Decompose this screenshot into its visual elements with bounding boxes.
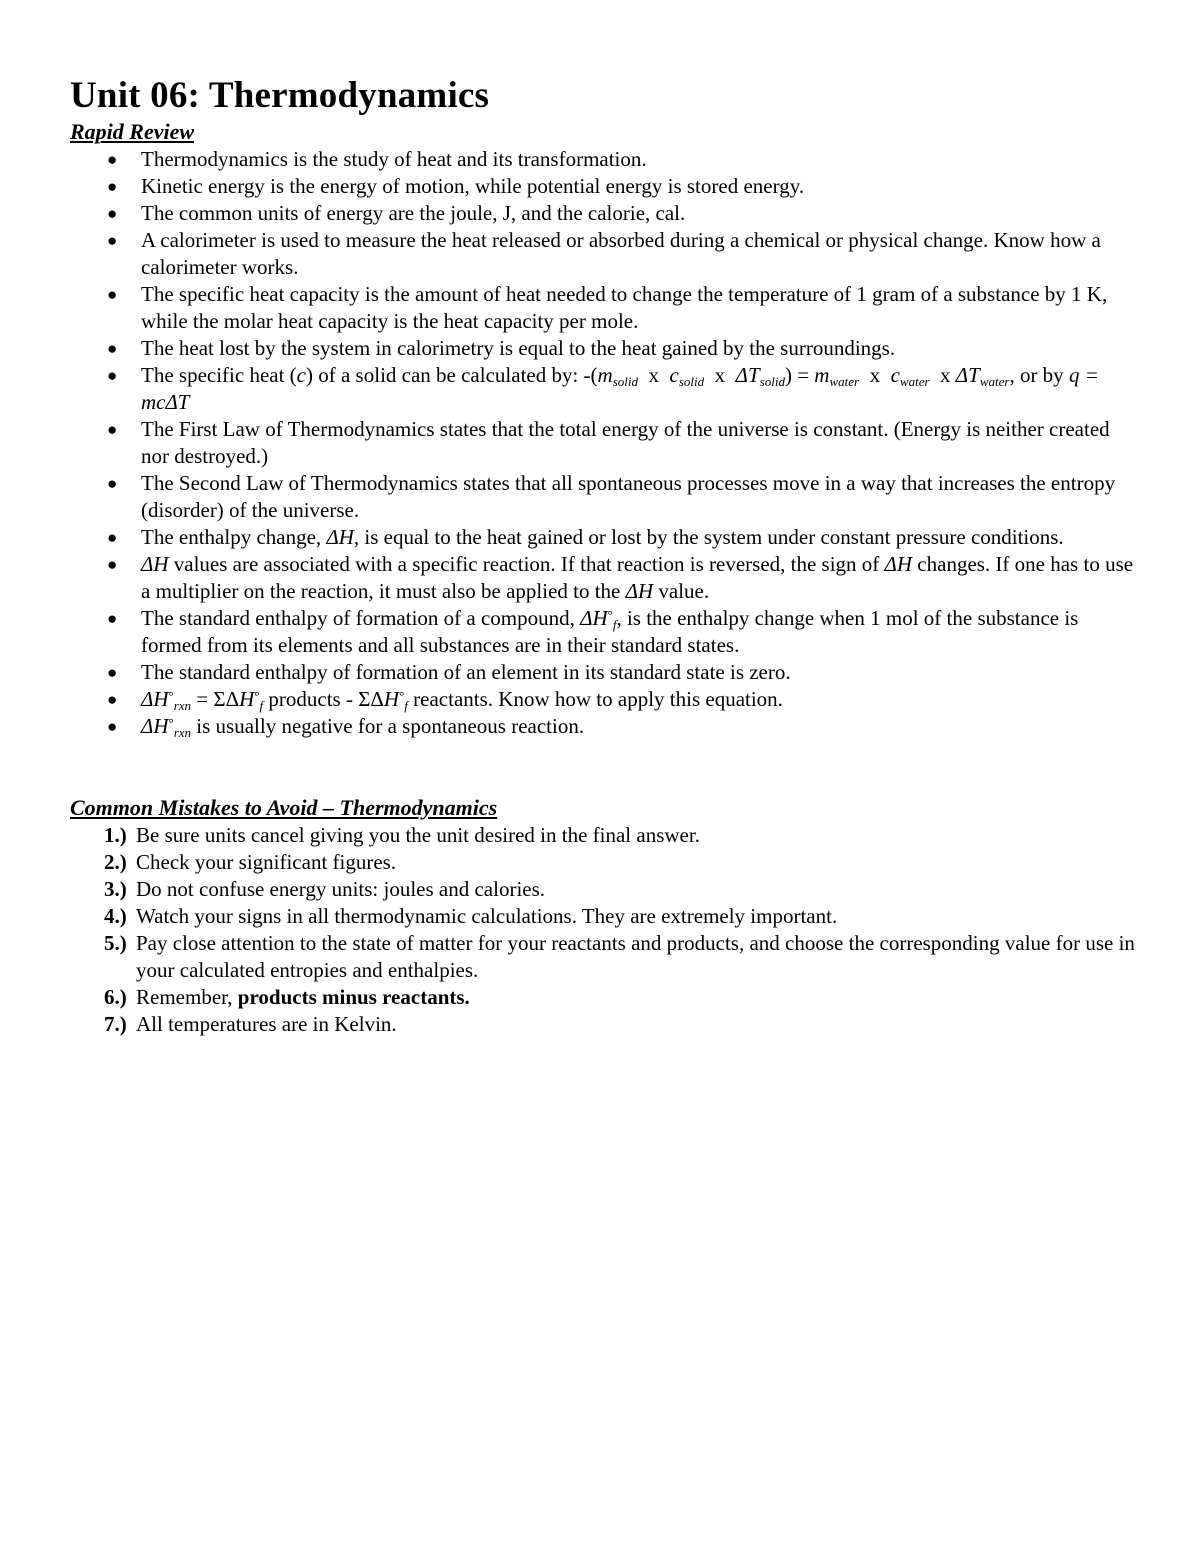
bullet-icon: ● [107,177,118,196]
list-item: 6.) Remember, products minus reactants. [104,985,470,1009]
rapid-review-list [70,146,1140,740]
bullet-icon: ● [107,204,118,223]
rapid-review-heading: Rapid Review [70,119,195,144]
list-item: ● A calorimeter is used to measure the heat released or absorbed during a chemical or physical change. Know how a calorimeter works. [107,228,1101,279]
bullet-icon: ● [107,528,118,547]
list-item: ● The specific heat capacity is the amount of heat needed to change the temperature of 1 gram of a substance by 1 K, while the molar heat capacity is the heat capacity per mole. [107,282,1108,333]
page-title: Unit 06: Thermodynamics [70,75,490,116]
list-item: ● The enthalpy change, ΔH, is equal to the heat gained or lost by the system under constant pressure conditions. [107,525,1064,549]
list-item-specific-heat-formula: ● The specific heat (c) of a solid can be calculated by: $-(m_{solid}$ x $c_{solid}$ x $\Delta T_{solid}) = m_{water}$ x $c_{water}$ x $\Delta T_{water}$, or by q = mcΔT [107,363,1099,414]
list-item: ● The heat lost by the system in calorimetry is equal to the heat gained by the surroundings. [107,336,896,360]
bullet-icon: ● [107,366,118,385]
list-item: ● The standard enthalpy of formation of a compound, $\Delta H^\circ_f$, is the enthalpy change when 1 mol of the substance is formed from its elements and all substances are in their standard states. [107,606,1079,657]
bullet-icon: ● [107,717,118,736]
bullet-icon: ● [107,663,118,682]
list-item: ● The common units of energy are the joule, J, and the calorie, cal. [107,201,686,225]
list-item: 7.) All temperatures are in Kelvin. [104,1012,397,1036]
bullet-icon: ● [107,474,118,493]
common-mistakes-heading: Common Mistakes to Avoid – Thermodynamics [70,795,498,820]
bullet-icon: ● [107,555,118,574]
list-item: ● Thermodynamics is the study of heat and its transformation. [107,147,647,171]
list-item: ● Kinetic energy is the energy of motion, while potential energy is stored energy. [107,174,805,198]
list-item: ● The standard enthalpy of formation of an element in its standard state is zero. [107,660,791,684]
document-page [70,74,1140,1038]
list-item: 3.) Do not confuse energy units: joules and calories. [104,877,546,901]
bullet-icon: ● [107,231,118,250]
common-mistakes-list [70,822,1140,1038]
bullet-icon: ● [107,420,118,439]
bullet-icon: ● [107,609,118,628]
list-item: ● ΔH values are associated with a specific reaction. If that reaction is reversed, the sign of ΔH changes. If one has to use a multiplier on the reaction, it must also be applied to the ΔH value. [107,552,1134,603]
list-item: ● The Second Law of Thermodynamics states that all spontaneous processes move in a way that increases the entropy (disorder) of the universe. [107,471,1116,522]
bullet-icon: ● [107,285,118,304]
bullet-icon: ● [107,150,118,169]
bullet-icon: ● [107,690,118,709]
list-item: 4.) Watch your signs in all thermodynamic calculations. They are extremely important. [104,904,838,928]
list-item: 1.) Be sure units cancel giving you the unit desired in the final answer. [104,823,700,847]
list-item: ● The First Law of Thermodynamics states that the total energy of the universe is constant. (Energy is neither created nor destroyed.) [107,417,1110,468]
list-item: 2.) Check your significant figures. [104,850,397,874]
bullet-icon: ● [107,339,118,358]
list-item: ● $\Delta H^\circ_{rxn} = \Sigma\Delta H^\circ_f$ products - $\Sigma\Delta H^\circ_f$ reactants. Know how to apply this equation. [107,687,783,713]
list-item: 5.) Pay close attention to the state of matter for your reactants and products, and choose the corresponding value for use in your calculated entropies and enthalpies. [104,931,1135,982]
list-item: ● $\Delta H^\circ_{rxn}$ is usually negative for a spontaneous reaction. [107,714,585,740]
